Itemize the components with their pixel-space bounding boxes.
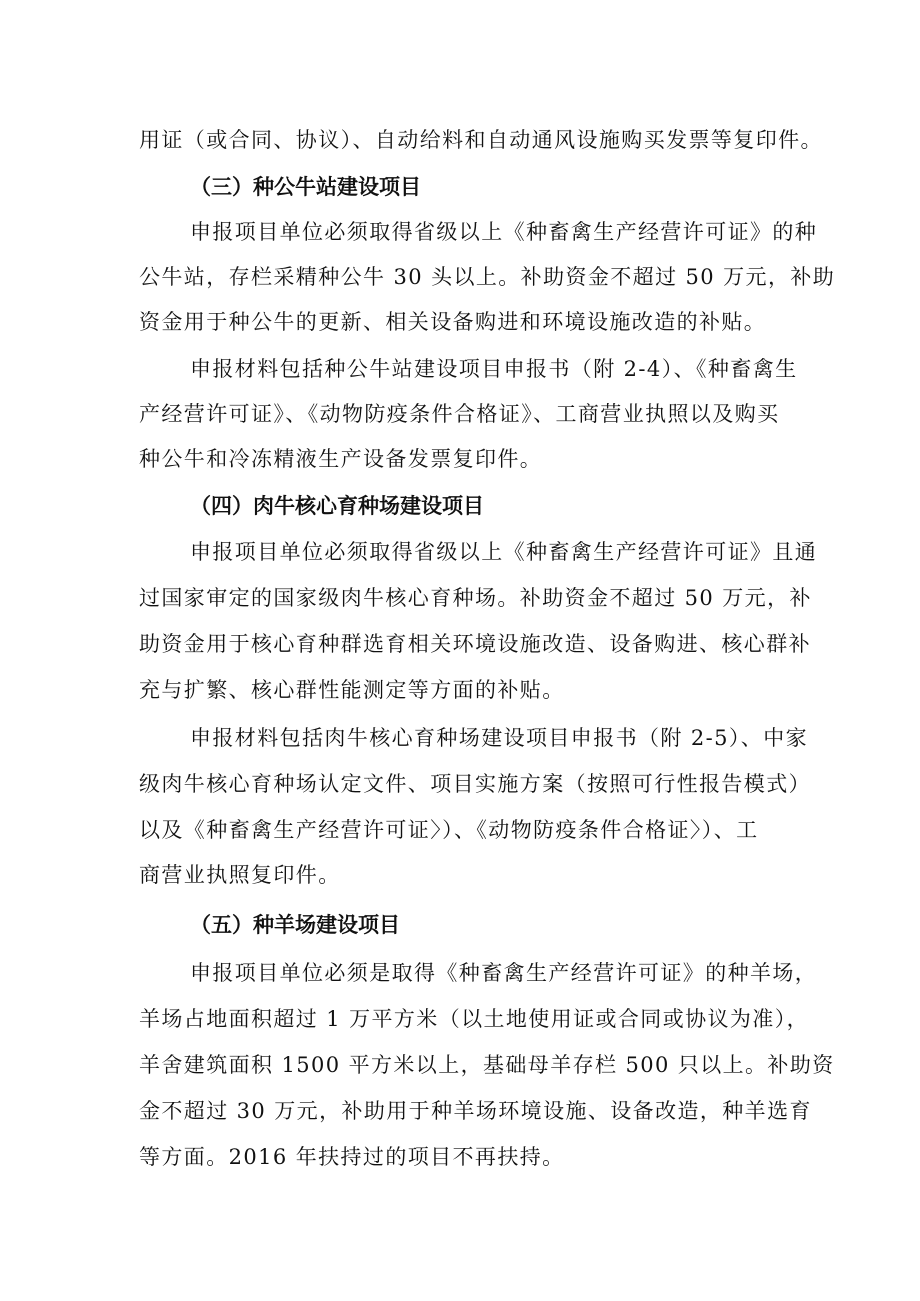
paragraph-line: 金不超过 30 万元，补助用于种羊场环境设施、设备改造，种羊选育 [139, 1099, 812, 1123]
paragraph-line: 产经营许可证》、《动物防疫条件合格证》、工商营业执照以及购买 [139, 402, 780, 426]
paragraph-line: 等方面。2016 年扶持过的项目不再扶持。 [139, 1145, 565, 1169]
paragraph-line: 商营业执照复印件。 [139, 863, 341, 887]
paragraph-line: 过国家审定的国家级肉牛核心育种场。补助资金不超过 50 万元，补 [139, 586, 812, 610]
section-heading-5: （五）种羊场建设项目 [190, 913, 400, 937]
paragraph-line: 申报项目单位必须是取得《种畜禽生产经营许可证》的种羊场， [190, 961, 818, 985]
paragraph-line: 公牛站，存栏采精种公牛 30 头以上。补助资金不超过 50 万元，补助 [139, 265, 836, 289]
paragraph-line: 用证（或合同、协议）、自动给料和自动通风设施购买发票等复印件。 [139, 128, 823, 152]
paragraph-line: 申报材料包括种公牛站建设项目申报书（附 2-4）、《种畜禽生 [190, 357, 798, 381]
paragraph-line: 申报项目单位必须取得省级以上《种畜禽生产经营许可证》的种 [190, 220, 818, 244]
paragraph-line: 种公牛和冷冻精液生产设备发票复印件。 [139, 447, 543, 471]
paragraph-line: 申报项目单位必须取得省级以上《种畜禽生产经营许可证》且通 [190, 540, 818, 564]
paragraph-line: 级肉牛核心育种场认定文件、项目实施方案（按照可行性报告模式） [139, 772, 811, 796]
section-heading-4: （四）肉牛核心育种场建设项目 [190, 494, 484, 518]
section-heading-3: （三）种公牛站建设项目 [190, 175, 421, 199]
paragraph-line: 羊场占地面积超过 1 万平方米（以土地使用证或合同或协议为准）， [139, 1007, 810, 1031]
paragraph-line: 资金用于种公牛的更新、相关设备购进和环境设施改造的补贴。 [139, 310, 767, 334]
paragraph-line: 申报材料包括肉牛核心育种场建设项目申报书（附 2-5）、中家 [190, 726, 808, 750]
paragraph-line: 助资金用于核心育种群选育相关环境设施改造、设备购进、核心群补 [139, 632, 811, 656]
paragraph-line: 以及《种畜禽生产经营许可证〉）、《动物防疫条件合格证〉）、工 [139, 818, 759, 842]
paragraph-line: 充与扩繁、核心群性能测定等方面的补贴。 [139, 678, 565, 702]
paragraph-line: 羊舍建筑面积 1500 平方米以上，基础母羊存栏 500 只以上。补助资 [139, 1053, 835, 1077]
